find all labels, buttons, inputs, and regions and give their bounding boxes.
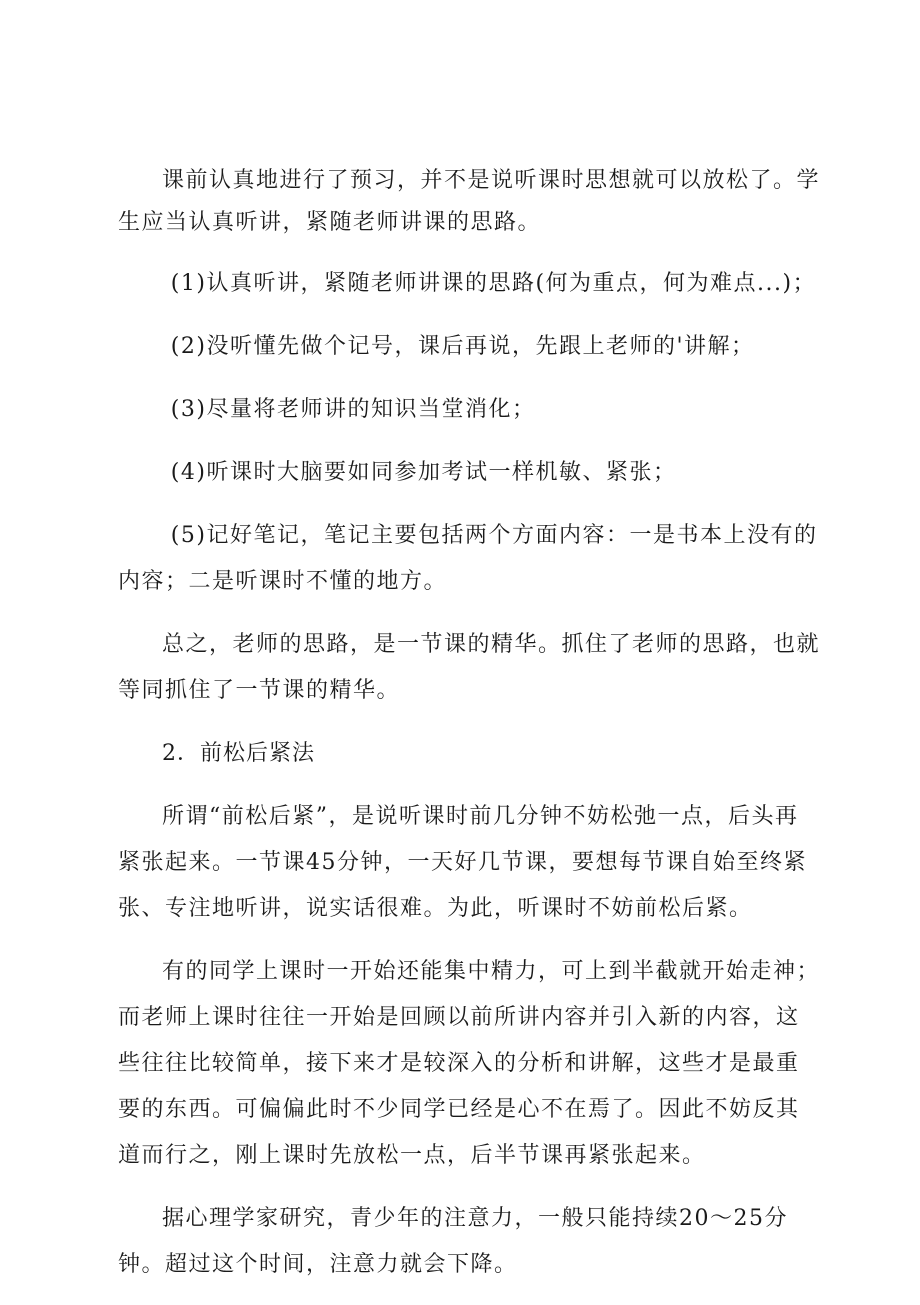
paragraph-summary: 总之，老师的思路，是一节课的精华。抓住了老师的思路，也就等同抓住了一节课的精华。	[118, 632, 821, 703]
list-item-2: (2)没听懂先做个记号，课后再说，先跟上老师的'讲解；	[170, 334, 755, 359]
paragraph-intro: 课前认真地进行了预习，并不是说听课时思想就可以放松了。学生应当认真听讲，紧随老师讲课的思路。	[118, 168, 821, 235]
list-item-3: (3)尽量将老师讲的知识当堂消化；	[170, 397, 536, 422]
list-item-1: (1)认真听讲，紧随老师讲课的思路(何为重点，何为难点...)；	[170, 271, 817, 296]
list-item-4: (4)听课时大脑要如同参加考试一样机敏、紧张；	[170, 460, 677, 485]
paragraph-definition: 所谓“前松后紧”，是说听课时前几分钟不妨松弛一点，后头再紧张起来。一节课45分钟，一天好几节课，要想每节课自始至终紧张、专注地听讲，说实话很难。为此，听课时不妨前松后紧。	[118, 804, 807, 921]
paragraph-explanation: 有的同学上课时一开始还能集中精力，可上到半截就开始走神；而老师上课时往往一开始是回顾以前所讲内容并引入新的内容，这些往往比较简单，接下来才是较深入的分析和讲解，这些才是最重要的东西。可偏偏此时不少同学已经是心不在焉了。因此不妨反其道而行之，刚上课时先放松一点，后半节课再紧张起来。	[118, 959, 821, 1168]
section-heading: 2．前松后紧法	[162, 741, 315, 766]
paragraph-research: 据心理学家研究，青少年的注意力，一般只能持续20～25分钟。超过这个时间，注意力就会下降。	[118, 1206, 788, 1277]
document-body	[118, 160, 820, 1305]
list-item-5: (5)记好笔记，笔记主要包括两个方面内容：一是书本上没有的内容；二是听课时不懂的地方。	[118, 523, 818, 594]
